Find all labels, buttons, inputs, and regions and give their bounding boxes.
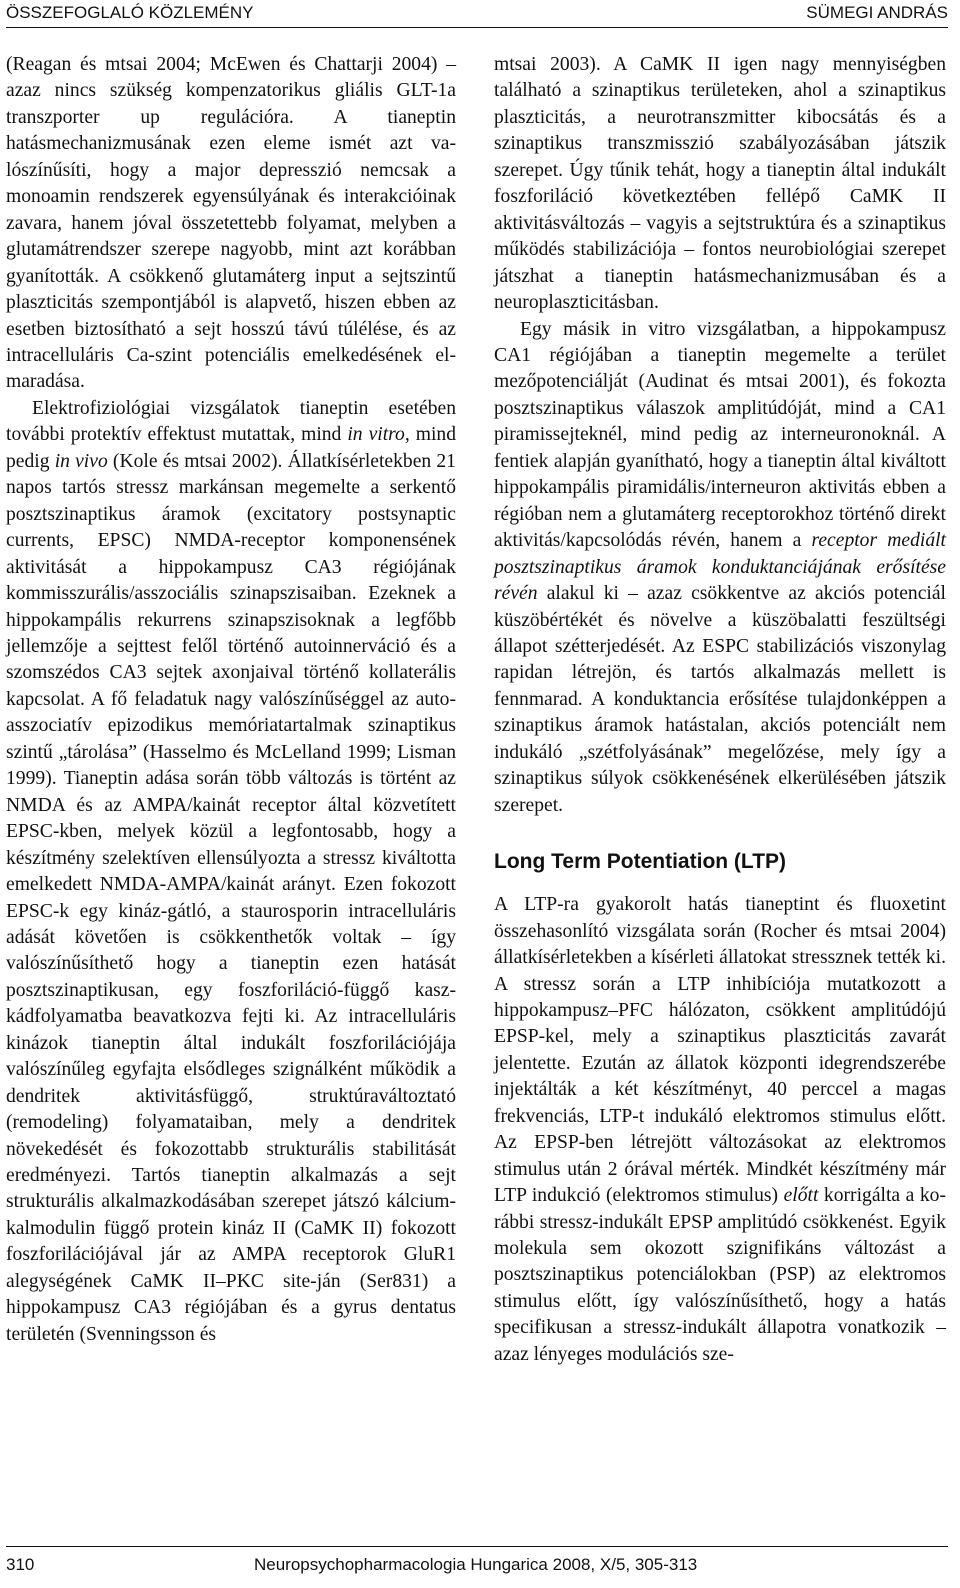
right-column <box>494 52 946 1368</box>
page-number: 310 <box>6 1555 35 1574</box>
paragraph <box>6 396 456 1348</box>
running-header <box>0 0 960 30</box>
text-run: A LTP-ra gyakorolt hatás tianeptint és fluoxetint összehasonlító vizsgálata során (Rocher és mtsai 2004) állatkísérletekben a kísérleti állatokat stressznek tették ki. A stressz során a LTP inhibíciója mutatkozott a hippokampusz–PFC hálózaton, csökkent amplitúdójú EPSP-kel, mely a szinaptikus plaszticitás zavarát jelentette. Ezután az állatok központi idegrendszerébe injektálták a két készítményt, 40 perccel a magas frekvenciás, LTP-t indukáló elektromos stimulus előtt. Az EPSP-ben létrejött változásokat az elektromos stimulus után 2 órával mérték. Mindkét készítmény már LTP indukció (elektromos stimulus) <box>494 894 946 1207</box>
section-heading: Long Term Potentiation (LTP) <box>494 850 787 874</box>
paragraph: (Reagan és mtsai 2004; McEwen és Chattarji 2004) – azaz nincs szükség kompenzatorikus gliális GLT-1a transzporter up regulációra. A tianeptin hatásmechanizmusának ezen eleme ismét azt valószínűsíti, hogy a major depresszió nemcsak a monoamin rendszerek egyensúlyának és interakcióinak zavara, hanem jóval összetettebb folyamat, melyben a glutamátrendszer szerepe nagyobb, mint azt korábban gyanították. A csökkenő glutamáterg input a sejtszintű plaszticitás szempontjából is alapvető, hiszen ebben az esetben biztosítható a sejt hosszú távú túlélése, és az intracelluláris Ca-szint potenciális emelkedésének elmaradása. <box>6 54 456 393</box>
text-run: Elektrofiziológiai vizsgálatok tianeptin esetében további protektív effektust mutattak, mind <box>6 397 456 446</box>
left-column <box>6 52 456 1348</box>
header-author: SÜMEGI ANDRÁS <box>806 3 948 22</box>
paragraph: mtsai 2003). A CaMK II igen nagy mennyiségben található a szinaptikus területeken, ahol a szinaptikus plaszticitás, a neurotranszmitter kibocsátás és a szinaptikus transzmisszió szabályozásában játszik szerepet. Úgy tűnik tehát, hogy a tianeptin által indukált foszforiláció következtében fellépő CaMK II aktivitásváltozás – vagyis a sejtstruktúra és a szinaptikus működés stabilizációja – fontos neurobiológiai szerepet játszhat a tianeptin hatásmechanizmusában és a neuroplaszticitásban. <box>494 54 946 314</box>
running-footer <box>0 1540 960 1588</box>
italic-term: in vivo <box>54 450 108 472</box>
header-section-label: ÖSSZEFOGLALÓ KÖZLEMÉNY <box>6 3 254 22</box>
text-run: Egy másik in vitro vizsgálatban, a hippokampusz CA1 régiójában a tianeptin megemelte a terület mezőpotenciálját (Audinat és mtsai 2001), és fokozta posztszinaptikus válaszok amplitúdóját, mind a CA1 piramissejteknél, mind pedig az interneuronoknál. A fentiek alapján gyanítható, hogy a tianeptin által kiváltott hippokampális piramidális/interneuron aktivitás ebben a régióban nem a glutamáterg receptorokhoz történő direkt aktivitás/kapcsolódás révén, hanem a <box>494 318 946 552</box>
italic-phrase: receptor mediált posztszinaptikus áramok konduktanciájának erősítése révén <box>494 530 947 605</box>
italic-term: in vitro <box>347 424 405 446</box>
paragraph <box>494 892 946 1368</box>
text-run: (Kole és mtsai 2002). Állatkísérletekben 21 napos tartós stressz markánsan megemelte a serkentő posztszinaptikus áramok (excitatory postsynaptic currents, EPSC) NMDA-receptor komponensének aktivitását a hippokampusz CA3 régiójának kommisszurális/asszociális szinapszisaiban. Ezeknek a hippokampális rekurrens szinapszisoknak a legfőbb jellemzője a sejttest felől történő autoinnerváció és a szomszédos CA3 sejtek axonjaival történő kollaterális kapcsolat. A fő feladatuk nagy valószínűséggel az autoasszociatív epizodikus memóriatartalmak szinaptikus szintű „tárolása” (Hasselmo és McLelland 1999; Lisman 1999). Tianeptin adása során több változás is történt az NMDA és az AMPA/kainát receptor által közvetített EPSC-kben, melyek közül a legfontosabb, hogy a készítmény szelektíven ellensúlyozta a stressz kiváltotta emelkedett NMDA-AMPA/kainát arányt. Ezen fokozott EPSC-k egy kináz-gátló, a staurosporin intracelluláris adását követően is csökkenthetők voltak – így valószínűsíthető hogy a tianeptin ezen hatását posztszinaptikusan, egy foszforiláció-függő kaszkádfolyamatba beavatkozva fejti ki. Az intracelluláris kinázok tianeptin által indukált foszforilációjája valószínűleg egyfajta elsődleges szignálként működik a dendritek aktivitásfüggő, struktúraváltoztató (remodeling) folyamataiban, mely a dendritek növekedését és fokozottabb strukturális stabilitását eredményezi. Tartós tianeptin alkalmazás a sejt strukturális alkalmazkodásában szerepet játszó kálcium-kalmodulin függő protein kináz II (CaMK II) fokozott foszforilációjával jár az AMPA receptorok GluR1 alegységének CaMK II–PKC site-ján (Ser831) a hippokampusz CA3 régiójában és a gyrus dentatus területén (Svenningsson és <box>6 450 456 1345</box>
text-run: alakul ki – azaz csökkentve az akciós potenciál küszöbértékét és növelve a küszöbalatti feszültségi állapot szétterjedését. Az ESPC stabilizációs viszonylag rapidan létrejön, és tartós alkalmazás mellett is fennmarad. A konduktancia erősítése tulajdonképpen a szinaptikus áramok hatástalan, akciós potenciált nem indukáló „szétfolyásának” megelőzése, mely így a szinaptikus súlyok csökkenésének elkerülésében játszik szerepet. <box>494 583 946 816</box>
text-run: , mind pedig <box>6 424 456 472</box>
header-rule <box>6 27 948 28</box>
italic-term: előtt <box>783 1185 819 1207</box>
footer-rule <box>6 1546 948 1547</box>
paragraph <box>494 317 946 820</box>
journal-citation: Neuropsychopharmacologia Hungarica 2008, X/5, 305-313 <box>254 1555 698 1574</box>
text-run: korrigálta a korábbi stressz-indukált EPSP amplitúdó csökkenést. Egyik molekula sem okozott szignifikáns változást a posztszinaptikus potenciálokban (PSP) az elektromos stimulus előtt, így valószínűsíthető, hogy a hatás specifikusan a stressz-indukált állapotra vonatkozik – azaz lényeges modulációs sze- <box>494 1185 946 1365</box>
